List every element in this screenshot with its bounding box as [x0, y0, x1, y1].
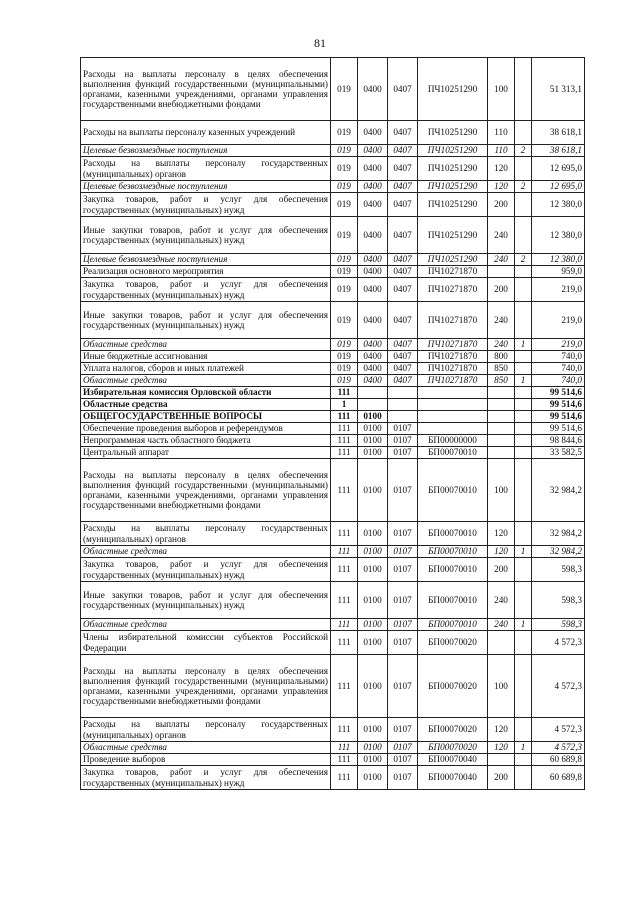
row-name-cell: Иные закупки товаров, работ и услуг для обеспечения государственных (муниципальных) нужд [81, 217, 331, 254]
sum-cell: 598,3 [532, 619, 585, 631]
vr-cell: 240 [488, 619, 515, 631]
grbs-cell: 019 [331, 278, 358, 302]
vr-cell [488, 447, 515, 459]
src-cell [515, 655, 532, 718]
pr-cell: 0107 [388, 718, 418, 742]
pr-cell: 0407 [388, 254, 418, 266]
table-row [81, 582, 585, 619]
csr-cell: БП00070010 [418, 522, 488, 546]
csr-cell: БП00070020 [418, 655, 488, 718]
grbs-cell: 1 [331, 399, 358, 411]
pr-cell [388, 387, 418, 399]
pr-cell: 0107 [388, 766, 418, 790]
table-row [81, 121, 585, 145]
grbs-cell: 111 [331, 582, 358, 619]
rz-cell: 0400 [358, 254, 388, 266]
vr-cell [488, 411, 515, 423]
pr-cell: 0107 [388, 655, 418, 718]
rz-cell: 0100 [358, 447, 388, 459]
pr-cell: 0407 [388, 375, 418, 387]
csr-cell: БП00000000 [418, 435, 488, 447]
vr-cell: 120 [488, 546, 515, 558]
rz-cell: 0100 [358, 459, 388, 522]
sum-cell: 32 984,2 [532, 459, 585, 522]
vr-cell [488, 387, 515, 399]
grbs-cell: 019 [331, 375, 358, 387]
rz-cell: 0100 [358, 718, 388, 742]
sum-cell: 219,0 [532, 278, 585, 302]
row-name-cell: Областные средства [81, 339, 331, 351]
vr-cell: 850 [488, 363, 515, 375]
table-row [81, 399, 585, 411]
pr-cell: 0107 [388, 447, 418, 459]
row-name-cell: ОБЩЕГОСУДАРСТВЕННЫЕ ВОПРОСЫ [81, 411, 331, 423]
vr-cell: 240 [488, 254, 515, 266]
csr-cell: ПЧ10271870 [418, 339, 488, 351]
src-cell [515, 411, 532, 423]
sum-cell: 12 380,0 [532, 254, 585, 266]
src-cell [515, 399, 532, 411]
src-cell [515, 363, 532, 375]
sum-cell: 740,0 [532, 351, 585, 363]
rz-cell: 0400 [358, 302, 388, 339]
csr-cell: БП00070010 [418, 582, 488, 619]
vr-cell: 200 [488, 766, 515, 790]
src-cell [515, 435, 532, 447]
csr-cell: БП00070010 [418, 447, 488, 459]
vr-cell: 100 [488, 58, 515, 121]
grbs-cell: 019 [331, 58, 358, 121]
rz-cell: 0400 [358, 278, 388, 302]
sum-cell: 12 380,0 [532, 217, 585, 254]
rz-cell: 0100 [358, 423, 388, 435]
pr-cell: 0107 [388, 754, 418, 766]
src-cell [515, 522, 532, 546]
csr-cell [418, 411, 488, 423]
vr-cell: 240 [488, 217, 515, 254]
rz-cell: 0400 [358, 375, 388, 387]
csr-cell: ПЧ10271870 [418, 375, 488, 387]
pr-cell: 0107 [388, 423, 418, 435]
pr-cell: 0407 [388, 157, 418, 181]
row-name-cell: Иные бюджетные ассигнования [81, 351, 331, 363]
table-row [81, 459, 585, 522]
row-name-cell: Иные закупки товаров, работ и услуг для обеспечения государственных (муниципальных) нужд [81, 582, 331, 619]
src-cell [515, 447, 532, 459]
csr-cell: БП00070020 [418, 631, 488, 655]
row-name-cell: Закупка товаров, работ и услуг для обеспечения государственных (муниципальных) нужд [81, 766, 331, 790]
grbs-cell: 019 [331, 181, 358, 193]
csr-cell: ПЧ10271870 [418, 278, 488, 302]
csr-cell: ПЧ10251290 [418, 193, 488, 217]
vr-cell [488, 631, 515, 655]
table-row [81, 193, 585, 217]
row-name-cell: Расходы на выплаты персоналу в целях обеспечения выполнения функций государственными (муниципальными) органами, казенными учреждениями, органами управления государственными внебюджетными фондами [81, 655, 331, 718]
vr-cell: 110 [488, 121, 515, 145]
rz-cell: 0100 [358, 558, 388, 582]
csr-cell [418, 399, 488, 411]
pr-cell: 0407 [388, 217, 418, 254]
src-cell [515, 582, 532, 619]
src-cell: 1 [515, 619, 532, 631]
csr-cell: БП00070040 [418, 766, 488, 790]
pr-cell: 0107 [388, 631, 418, 655]
table-row [81, 363, 585, 375]
grbs-cell: 111 [331, 631, 358, 655]
table-row [81, 266, 585, 278]
pr-cell: 0107 [388, 546, 418, 558]
sum-cell: 32 984,2 [532, 522, 585, 546]
rz-cell: 0400 [358, 351, 388, 363]
src-cell: 1 [515, 546, 532, 558]
src-cell: 1 [515, 339, 532, 351]
vr-cell [488, 399, 515, 411]
page-number: 81 [314, 36, 326, 50]
csr-cell: ПЧ10251290 [418, 181, 488, 193]
vr-cell: 120 [488, 742, 515, 754]
csr-cell: ПЧ10251290 [418, 157, 488, 181]
pr-cell: 0407 [388, 193, 418, 217]
row-name-cell: Областные средства [81, 546, 331, 558]
pr-cell: 0407 [388, 339, 418, 351]
vr-cell: 110 [488, 145, 515, 157]
grbs-cell: 019 [331, 121, 358, 145]
pr-cell: 0407 [388, 363, 418, 375]
table-row [81, 655, 585, 718]
pr-cell: 0407 [388, 266, 418, 278]
sum-cell: 12 380,0 [532, 193, 585, 217]
grbs-cell: 111 [331, 655, 358, 718]
csr-cell: ПЧ10271870 [418, 302, 488, 339]
grbs-cell: 111 [331, 546, 358, 558]
pr-cell: 0107 [388, 619, 418, 631]
src-cell [515, 423, 532, 435]
src-cell: 2 [515, 181, 532, 193]
rz-cell: 0100 [358, 754, 388, 766]
csr-cell: БП00070010 [418, 558, 488, 582]
rz-cell: 0100 [358, 411, 388, 423]
grbs-cell: 111 [331, 435, 358, 447]
sum-cell: 99 514,6 [532, 411, 585, 423]
src-cell [515, 766, 532, 790]
pr-cell: 0407 [388, 278, 418, 302]
table-row [81, 339, 585, 351]
row-name-cell: Закупка товаров, работ и услуг для обеспечения государственных (муниципальных) нужд [81, 278, 331, 302]
src-cell [515, 387, 532, 399]
src-cell [515, 459, 532, 522]
rz-cell: 0100 [358, 631, 388, 655]
rz-cell: 0100 [358, 742, 388, 754]
grbs-cell: 111 [331, 766, 358, 790]
src-cell [515, 278, 532, 302]
grbs-cell: 111 [331, 387, 358, 399]
vr-cell: 120 [488, 522, 515, 546]
grbs-cell: 111 [331, 522, 358, 546]
vr-cell: 100 [488, 459, 515, 522]
pr-cell: 0107 [388, 522, 418, 546]
csr-cell: ПЧ10251290 [418, 217, 488, 254]
sum-cell: 598,3 [532, 582, 585, 619]
pr-cell: 0407 [388, 302, 418, 339]
table-row [81, 423, 585, 435]
row-name-cell: Расходы на выплаты персоналу государственных (муниципальных) органов [81, 157, 331, 181]
src-cell [515, 631, 532, 655]
src-cell [515, 558, 532, 582]
grbs-cell: 111 [331, 754, 358, 766]
src-cell [515, 58, 532, 121]
csr-cell: ПЧ10251290 [418, 121, 488, 145]
table-row [81, 351, 585, 363]
row-name-cell: Закупка товаров, работ и услуг для обеспечения государственных (муниципальных) нужд [81, 558, 331, 582]
rz-cell [358, 399, 388, 411]
row-name-cell: Расходы на выплаты персоналу в целях обеспечения выполнения функций государственными (муниципальными) органами, казенными учреждениями, органами управления государственными внебюджетными фондами [81, 459, 331, 522]
csr-cell: БП00070020 [418, 718, 488, 742]
row-name-cell: Областные средства [81, 742, 331, 754]
row-name-cell: Избирательная комиссия Орловской области [81, 387, 331, 399]
sum-cell: 219,0 [532, 339, 585, 351]
row-name-cell: Члены избирательной комиссии субъектов Российской Федерации [81, 631, 331, 655]
table-row [81, 181, 585, 193]
table-row [81, 742, 585, 754]
vr-cell: 800 [488, 351, 515, 363]
rz-cell: 0100 [358, 582, 388, 619]
vr-cell: 120 [488, 181, 515, 193]
table-row [81, 766, 585, 790]
src-cell [515, 351, 532, 363]
csr-cell [418, 387, 488, 399]
sum-cell: 38 618,1 [532, 145, 585, 157]
csr-cell: ПЧ10251290 [418, 254, 488, 266]
row-name-cell: Центральный аппарат [81, 447, 331, 459]
rz-cell: 0400 [358, 181, 388, 193]
csr-cell: БП00070010 [418, 459, 488, 522]
row-name-cell: Областные средства [81, 375, 331, 387]
grbs-cell: 019 [331, 266, 358, 278]
csr-cell: ПЧ10271870 [418, 351, 488, 363]
row-name-cell: Расходы на выплаты персоналу государственных (муниципальных) органов [81, 718, 331, 742]
pr-cell: 0107 [388, 435, 418, 447]
table-row [81, 754, 585, 766]
grbs-cell: 019 [331, 217, 358, 254]
sum-cell: 598,3 [532, 558, 585, 582]
grbs-cell: 019 [331, 145, 358, 157]
sum-cell: 740,0 [532, 375, 585, 387]
grbs-cell: 019 [331, 157, 358, 181]
rz-cell: 0100 [358, 619, 388, 631]
vr-cell: 200 [488, 278, 515, 302]
table-row [81, 447, 585, 459]
table-row [81, 435, 585, 447]
row-name-cell: Реализация основного мероприятия [81, 266, 331, 278]
table-row [81, 411, 585, 423]
vr-cell: 240 [488, 339, 515, 351]
csr-cell: БП00070040 [418, 754, 488, 766]
csr-cell: ПЧ10271870 [418, 266, 488, 278]
rz-cell: 0400 [358, 339, 388, 351]
grbs-cell: 019 [331, 339, 358, 351]
sum-cell: 38 618,1 [532, 121, 585, 145]
row-name-cell: Обеспечение проведения выборов и референдумов [81, 423, 331, 435]
pr-cell: 0407 [388, 181, 418, 193]
pr-cell: 0407 [388, 351, 418, 363]
grbs-cell: 111 [331, 411, 358, 423]
vr-cell [488, 423, 515, 435]
rz-cell: 0100 [358, 522, 388, 546]
grbs-cell: 019 [331, 302, 358, 339]
sum-cell: 4 572,3 [532, 655, 585, 718]
sum-cell: 99 514,6 [532, 387, 585, 399]
src-cell: 2 [515, 145, 532, 157]
src-cell: 1 [515, 742, 532, 754]
rz-cell: 0400 [358, 193, 388, 217]
row-name-cell: Закупка товаров, работ и услуг для обеспечения государственных (муниципальных) нужд [81, 193, 331, 217]
rz-cell: 0400 [358, 363, 388, 375]
sum-cell: 740,0 [532, 363, 585, 375]
vr-cell [488, 754, 515, 766]
vr-cell: 120 [488, 157, 515, 181]
csr-cell: БП00070020 [418, 742, 488, 754]
table-row [81, 254, 585, 266]
grbs-cell: 019 [331, 351, 358, 363]
grbs-cell: 111 [331, 423, 358, 435]
sum-cell: 4 572,3 [532, 631, 585, 655]
pr-cell [388, 411, 418, 423]
pr-cell: 0107 [388, 558, 418, 582]
table-row [81, 522, 585, 546]
table-row [81, 145, 585, 157]
row-name-cell: Областные средства [81, 399, 331, 411]
rz-cell: 0100 [358, 766, 388, 790]
rz-cell: 0400 [358, 266, 388, 278]
vr-cell: 100 [488, 655, 515, 718]
table-row [81, 387, 585, 399]
table-row [81, 157, 585, 181]
grbs-cell: 111 [331, 718, 358, 742]
csr-cell: ПЧ10251290 [418, 58, 488, 121]
table-row [81, 546, 585, 558]
row-name-cell: Проведение выборов [81, 754, 331, 766]
table-row [81, 619, 585, 631]
rz-cell: 0400 [358, 58, 388, 121]
vr-cell: 240 [488, 302, 515, 339]
budget-table [80, 57, 585, 790]
src-cell [515, 718, 532, 742]
table-row [81, 217, 585, 254]
rz-cell: 0400 [358, 145, 388, 157]
src-cell [515, 217, 532, 254]
sum-cell: 12 695,0 [532, 157, 585, 181]
vr-cell: 850 [488, 375, 515, 387]
table-row [81, 631, 585, 655]
row-name-cell: Областные средства [81, 619, 331, 631]
src-cell [515, 193, 532, 217]
grbs-cell: 111 [331, 619, 358, 631]
sum-cell: 60 689,8 [532, 754, 585, 766]
grbs-cell: 019 [331, 363, 358, 375]
pr-cell: 0407 [388, 145, 418, 157]
row-name-cell: Расходы на выплаты персоналу государственных (муниципальных) органов [81, 522, 331, 546]
grbs-cell: 019 [331, 254, 358, 266]
sum-cell: 60 689,8 [532, 766, 585, 790]
row-name-cell: Целевые безвозмездные поступления [81, 254, 331, 266]
pr-cell: 0107 [388, 582, 418, 619]
rz-cell: 0400 [358, 121, 388, 145]
row-name-cell: Уплата налогов, сборов и иных платежей [81, 363, 331, 375]
csr-cell: БП00070010 [418, 546, 488, 558]
sum-cell: 12 695,0 [532, 181, 585, 193]
rz-cell: 0100 [358, 435, 388, 447]
sum-cell: 99 514,6 [532, 423, 585, 435]
src-cell: 2 [515, 254, 532, 266]
row-name-cell: Целевые безвозмездные поступления [81, 181, 331, 193]
vr-cell: 200 [488, 193, 515, 217]
row-name-cell: Целевые безвозмездные поступления [81, 145, 331, 157]
vr-cell: 120 [488, 718, 515, 742]
sum-cell: 98 844,6 [532, 435, 585, 447]
vr-cell: 240 [488, 582, 515, 619]
rz-cell: 0100 [358, 546, 388, 558]
csr-cell [418, 423, 488, 435]
grbs-cell: 111 [331, 459, 358, 522]
sum-cell: 219,0 [532, 302, 585, 339]
grbs-cell: 019 [331, 193, 358, 217]
sum-cell: 4 572,3 [532, 742, 585, 754]
rz-cell: 0100 [358, 655, 388, 718]
table-row [81, 302, 585, 339]
rz-cell [358, 387, 388, 399]
rz-cell: 0400 [358, 157, 388, 181]
pr-cell [388, 399, 418, 411]
src-cell [515, 754, 532, 766]
table-row [81, 278, 585, 302]
sum-cell: 51 313,1 [532, 58, 585, 121]
src-cell [515, 157, 532, 181]
row-name-cell: Непрограммная часть областного бюджета [81, 435, 331, 447]
row-name-cell: Расходы на выплаты персоналу в целях обеспечения выполнения функций государственными (муниципальными) органами, казенными учреждениями, органами управления государственными внебюджетными фондами [81, 58, 331, 121]
grbs-cell: 111 [331, 742, 358, 754]
vr-cell [488, 435, 515, 447]
pr-cell: 0107 [388, 459, 418, 522]
pr-cell: 0407 [388, 58, 418, 121]
pr-cell: 0407 [388, 121, 418, 145]
table-row [81, 558, 585, 582]
grbs-cell: 111 [331, 447, 358, 459]
table-row [81, 718, 585, 742]
vr-cell [488, 266, 515, 278]
row-name-cell: Расходы на выплаты персоналу казенных учреждений [81, 121, 331, 145]
grbs-cell: 111 [331, 558, 358, 582]
vr-cell: 200 [488, 558, 515, 582]
src-cell [515, 302, 532, 339]
sum-cell: 99 514,6 [532, 399, 585, 411]
table-row [81, 58, 585, 121]
src-cell [515, 266, 532, 278]
sum-cell: 959,0 [532, 266, 585, 278]
row-name-cell: Иные закупки товаров, работ и услуг для обеспечения государственных (муниципальных) нужд [81, 302, 331, 339]
sum-cell: 32 984,2 [532, 546, 585, 558]
rz-cell: 0400 [358, 217, 388, 254]
csr-cell: ПЧ10271870 [418, 363, 488, 375]
pr-cell: 0107 [388, 742, 418, 754]
csr-cell: ПЧ10251290 [418, 145, 488, 157]
table-row [81, 375, 585, 387]
src-cell: 1 [515, 375, 532, 387]
sum-cell: 4 572,3 [532, 718, 585, 742]
csr-cell: БП00070010 [418, 619, 488, 631]
src-cell [515, 121, 532, 145]
sum-cell: 33 582,5 [532, 447, 585, 459]
